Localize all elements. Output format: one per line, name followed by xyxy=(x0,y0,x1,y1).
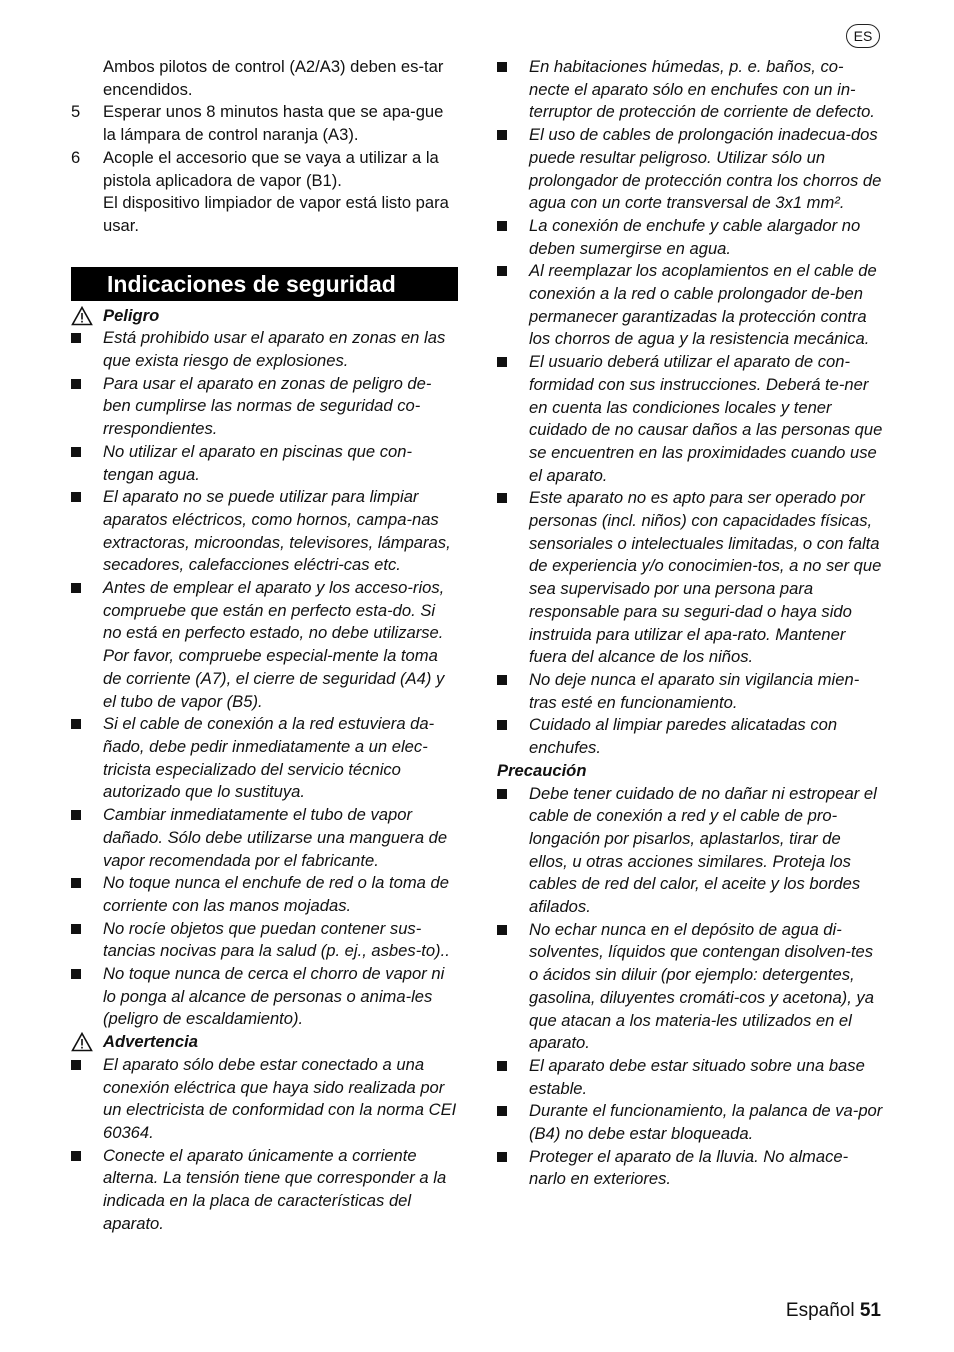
list-item: Al reemplazar los acoplamientos en el cable de conexión a la red o cable prolongador de-ben permanecer garantizadas la protección contra los chorros de agua y la resistencia mecánica. xyxy=(497,260,884,351)
step-item xyxy=(71,101,458,146)
list-item: Está prohibido usar el aparato en zonas en las que exista riesgo de explosiones. xyxy=(71,327,458,372)
warning-heading xyxy=(71,1031,458,1054)
page-footer xyxy=(786,1300,881,1322)
bullet-square-icon xyxy=(497,130,507,140)
list-item: Antes de emplear el aparato y los acceso-rios, compruebe que están en perfecto esta-do. Si no está en perfecto estado, no debe utilizarse. Por favor, compruebe especial-mente la toma de corriente (A7), el cierre de seguridad (A4) y el tubo de vapor (B5). xyxy=(71,577,458,713)
list-item: Si el cable de conexión a la red estuviera da-ñado, debe pedir inmediatamente a un elec-tricista especializado del servicio técnico autorizado que lo sustituya. xyxy=(71,713,458,804)
footer-language: Español xyxy=(785,1300,855,1321)
list-item: Proteger el aparato de la lluvia. No almace-narlo en exteriores. xyxy=(497,1146,884,1191)
list-item: El aparato no se puede utilizar para limpiar aparatos eléctricos, como hornos, campa-nas extractoras, microondas, televisores, lámparas, secadores, calefacciones eléctri-cas etc. xyxy=(71,486,458,577)
bullet-square-icon xyxy=(71,924,81,934)
list-item: No rocíe objetos que puedan contener sus-tancias nocivas para la salud (p. ej., asbes-to).. xyxy=(71,918,458,963)
bullet-square-icon xyxy=(71,1060,81,1070)
bullet-square-icon xyxy=(71,583,81,593)
bullet-square-icon xyxy=(497,1152,507,1162)
warning-triangle-icon xyxy=(71,1032,93,1052)
right-column xyxy=(497,56,884,1191)
bullet-square-icon xyxy=(71,379,81,389)
danger-heading xyxy=(71,305,458,328)
step-number: 6 xyxy=(71,147,81,167)
list-item: Cuidado al limpiar paredes alicatadas con enchufes. xyxy=(497,714,884,759)
bullet-square-icon xyxy=(497,266,507,276)
list-item: No utilizar el aparato en piscinas que con-tengan agua. xyxy=(71,441,458,486)
list-item: Para usar el aparato en zonas de peligro de-ben cumplirse las normas de seguridad co-rrespondientes. xyxy=(71,373,458,441)
warning-heading-text: Advertencia xyxy=(103,1032,198,1052)
caution-heading: Precaución xyxy=(497,760,587,780)
bullet-square-icon xyxy=(71,447,81,457)
list-item: No toque nunca el enchufe de red o la toma de corriente con las manos mojadas. xyxy=(71,872,458,917)
list-item: No echar nunca en el depósito de agua di-solventes, líquidos que contengan disolven-tes o ácidos sin diluir (por ejemplo: detergentes, gasolina, diluyentes cromáti-cos y acetona), ya que atacan a los materia-les utilizados en el aparato. xyxy=(497,919,884,1055)
list-item: No toque nunca de cerca el chorro de vapor ni lo ponga al alcance de personas o anima-les (peligro de escaldamiento). xyxy=(71,963,458,1031)
bullet-square-icon xyxy=(71,333,81,343)
bullet-square-icon xyxy=(71,719,81,729)
caution-list xyxy=(497,783,884,1192)
bullet-square-icon xyxy=(497,720,507,730)
intro-steps xyxy=(71,56,458,238)
bullet-square-icon xyxy=(497,789,507,799)
bullet-square-icon xyxy=(71,810,81,820)
warning-list-continued xyxy=(497,56,884,760)
step-text: Ambos pilotos de control (A2/A3) deben es-tar encendidos. xyxy=(103,57,444,99)
list-item: La conexión de enchufe y cable alargador no deben sumergirse en agua. xyxy=(497,215,884,260)
step-text: Esperar unos 8 minutos hasta que se apa-gue la lámpara de control naranja (A3). xyxy=(103,102,444,145)
list-item: El uso de cables de prolongación inadecua-dos puede resultar peligroso. Utilizar sólo un prolongador de protección contra los chorros de agua con un corte transversal de 3x1 mm². xyxy=(497,124,884,215)
list-item: El aparato debe estar situado sobre una base estable. xyxy=(497,1055,884,1100)
bullet-square-icon xyxy=(71,878,81,888)
bullet-square-icon xyxy=(71,492,81,502)
language-badge: ES xyxy=(846,24,880,48)
step-number: 5 xyxy=(71,102,81,122)
section-title: Indicaciones de seguridad xyxy=(71,267,458,301)
step-text: Acople el accesorio que se vaya a utilizar a la pistola aplicadora de vapor (B1). xyxy=(103,147,439,190)
list-item: Durante el funcionamiento, la palanca de va-por (B4) no debe estar bloqueada. xyxy=(497,1100,884,1145)
bullet-square-icon xyxy=(497,493,507,503)
bullet-square-icon xyxy=(497,925,507,935)
list-item: Conecte el aparato únicamente a corriente alterna. La tensión tiene que corresponder a la indicada en la placa de características del aparato. xyxy=(71,1145,458,1236)
list-item: El aparato sólo debe estar conectado a una conexión eléctrica que haya sido realizada por un electricista de conformidad con la norma CEI 60364. xyxy=(71,1054,458,1145)
bullet-square-icon xyxy=(497,1106,507,1116)
bullet-square-icon xyxy=(497,357,507,367)
bullet-square-icon xyxy=(497,62,507,72)
warning-triangle-icon xyxy=(71,306,93,326)
bullet-square-icon xyxy=(71,1151,81,1161)
danger-list xyxy=(71,327,458,1031)
list-item: El usuario deberá utilizar el aparato de con-formidad con sus instrucciones. Deberá te-ner en cuenta las condiciones locales y tener cuidado de no causar daños a las personas que se encuentren en las proximidades cuando use el aparato. xyxy=(497,351,884,487)
left-column xyxy=(71,56,458,1235)
page-number: 51 xyxy=(859,1300,881,1321)
step-item xyxy=(71,56,458,101)
bullet-square-icon xyxy=(497,1061,507,1071)
bullet-square-icon xyxy=(497,221,507,231)
list-item: Cambiar inmediatamente el tubo de vapor dañado. Sólo debe utilizarse una manguera de vapor recomendada por el fabricante. xyxy=(71,804,458,872)
list-item: Este aparato no es apto para ser operado por personas (incl. niños) con capacidades físicas, sensoriales o intelectuales limitadas, o con falta de experiencia y/o conocimien-tos, a no ser que sea supervisado por una persona para responsable para su seguri-dad o haya sido instruida para utilizar el apa-rato. Mantener fuera del alcance de los niños. xyxy=(497,487,884,669)
bullet-square-icon xyxy=(71,969,81,979)
list-item: Debe tener cuidado de no dañar ni estropear el cable de conexión a red y el cable de pro-longación por pisarlos, aplastarlos, tirar de ellos, u otras acciones similares. Proteja los cables de red del calor, el aceite y los bordes afilados. xyxy=(497,783,884,919)
step-item xyxy=(71,147,458,192)
list-item: No deje nunca el aparato sin vigilancia mien-tras esté en funcionamiento. xyxy=(497,669,884,714)
step-text: El dispositivo limpiador de vapor está listo para usar. xyxy=(103,193,449,235)
list-item: En habitaciones húmedas, p. e. baños, co-necte el aparato sólo en enchufes con un in-terruptor de protección de corriente de defecto. xyxy=(497,56,884,124)
warning-list xyxy=(71,1054,458,1236)
bullet-square-icon xyxy=(497,675,507,685)
step-item xyxy=(71,192,458,237)
danger-heading-text: Peligro xyxy=(103,305,160,325)
